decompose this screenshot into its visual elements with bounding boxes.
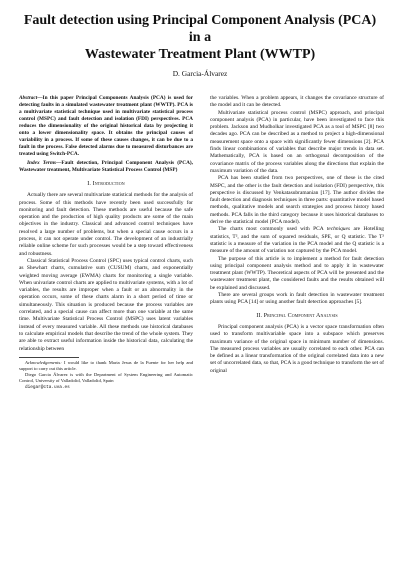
footnote-affiliation: Diego Garcia Álvarez is with the Department of System Engineering and Automatic Control, University of Valladolid, Valladolid, Spain [19,371,193,383]
right-paragraph-2: Multivariate statistical process control (MSPC) approach, and principal component analysis (PCA) in particular, have been investigated to face this problem. Jackson and Mudholkar investigated PCA as a tool of MSPC [8] two decades ago. PCA can be described as a method to project a high-dimensional measurement space onto a space with significantly fewer dimensions [2]. PCA finds linear combinations of variables that describe major trends in data set. Mathematically, PCA is based on an orthogonal decomposition of the covariance matrix of the process variables along the directions that explain the maximum variation of the data. [210,109,384,174]
index-terms-lead: Index Terms [27,160,57,166]
intro-paragraph-2: Classical Statistical Process Control (SPC) uses typical control charts, such as Shewhart charts, cumulative sum (CUSUM) charts, and exponentially weighted moving average (EWMA) charts for monitoring a single variable. When univariate control charts are applied to multivariate systems, with a lot of variables, the results are improper when a fault or an abnormality in the operation occurs, some of these charts alarm in a short period of time or simultaneously. This situation is produced because the process variables are correlated, and a special cause can affect more than one variable at the same time. Multivariate Statistical Process Control (MSPC) uses latent variables instead of every measured variable. All these methods use historical databases to calculate empirical models that describe the trend of the whole system. They are able to extract useful information inside the historical data, calculating the relationship between [19,257,193,352]
index-terms [19,160,193,174]
title-line-2: Wastewater Treatment Plant (WWTP) [84,47,316,62]
right-paragraph-4 [210,226,384,255]
title-line-1: Fault detection using Principal Component Analysis (PCA) in a [23,13,377,45]
left-column [19,95,193,391]
right-paragraph-6: There are several groups work in fault detection in wastewater treatment plants using PCA [14] or using another fault detection approaches [5]. [210,292,384,306]
section-heading-pca: II. Principal Component Analysis [256,312,338,319]
footnote-email-line [19,384,193,391]
charts-sentence-start: The charts most commonly used with PCA [218,226,324,233]
pca-paragraph-1: Principal component analysis (PCA) is a vector space transformation often used to transform multivariable space into a subspace which preserves maximum variance of the original space in minimum number of dimensions. The measured process variables are usually correlated to each other. PCA can be defined as a linear transformation of the original correlated data into a new set of uncorrelated data, so that, PCA is a good technique to transform the set of original [210,323,384,374]
footnote-divider [19,357,79,358]
abstract-text: —In this paper Principal Components Analysis (PCA) is used for detecting faults in a simulated wastewater treatment plant (WWTP). PCA is a multivariate statistical technique used in multivariate statistical process control (MSPC) and fault detection and isolation (FDI) perspectives. PCA reduces the dimensionality of the original historical data by projecting it onto a lower dimensionality space. It obtains the principal causes of variability in a process. If some of these causes changes, it can be due to a fault in the process. False detected alarms due to measured disturbances are treated using Switch-PCA. [19,95,193,157]
charts-sentence-rest: are Hotelling statistics, T², and the sum of squared residuals, SPE, or Q statistic. The T² statistic is a measure of the variation in the PCA model and the Q statistic is a measure of the amount of variation not captured by the PCA model. [210,226,384,255]
abstract [19,95,193,158]
footnote-email: diegar@cta.uva.es [25,384,70,390]
charts-sentence-techniques: techniques [326,226,351,233]
author-name: D. Garcia-Álvarez [172,69,228,78]
index-terms-text: —Fault detection, Principal Component Analysis (PCA), Wastewater treatment, Multivariate Statistical Process Control (MSP) [19,160,193,173]
right-paragraph-3: PCA has been studied from two perspectives, one of these is the cited MSPC, and the other is the fault detection and isolation (FDI) perspective, this perspective is discussed by Venkatasubramanian [17]. The author divides the fault detection and diagnosis techniques in three parts: quantitative model based methods, qualitative models and search strategies and process history based methods. PCA falls in the third category because it uses historical databases to derive the statistical model (PCA model). [210,175,384,226]
intro-paragraph-1: Actually there are several multivariate statistical methods for the analysis of process. Some of this methods have recently been used successfully for monitoring and fault detection. These methods are useful because the safe operation and the production of high quality products are some of the main objectives in the industry. Classical and advanced control techniques have resolved a large number of problems, but when a special cause occurs in a process, it can not operate under control. The development of an industrially reliable online scheme for such processes would be a step toward effectiveness and robustness. [19,192,193,257]
section-heading-introduction: I. Introduction [87,181,125,187]
right-paragraph-1: the variables. When a problem appears, it changes the covariance structure of the model and it can be detected. [210,95,384,109]
footnote-ack-lead: Acknowledgements: [25,359,62,365]
right-column [210,95,384,375]
footnote-ack-text: I would like to thank Maria Jesus de la Fuente for her help and support to carry out this article. [19,359,193,371]
paper-title [20,12,380,63]
right-paragraph-5: The purpose of this article is to implement a method for fault detection using principal component analysis method and to apply it in wastewater treatment plant (WWTP). Theoretical aspects of PCA will be presented and the wastewater treatment plant, the considered faults and the results obtained will be explained and discussed. [210,255,384,291]
footnote [19,360,193,391]
footnote-acknowledgements [19,360,193,372]
abstract-lead: Abstract [19,95,38,101]
